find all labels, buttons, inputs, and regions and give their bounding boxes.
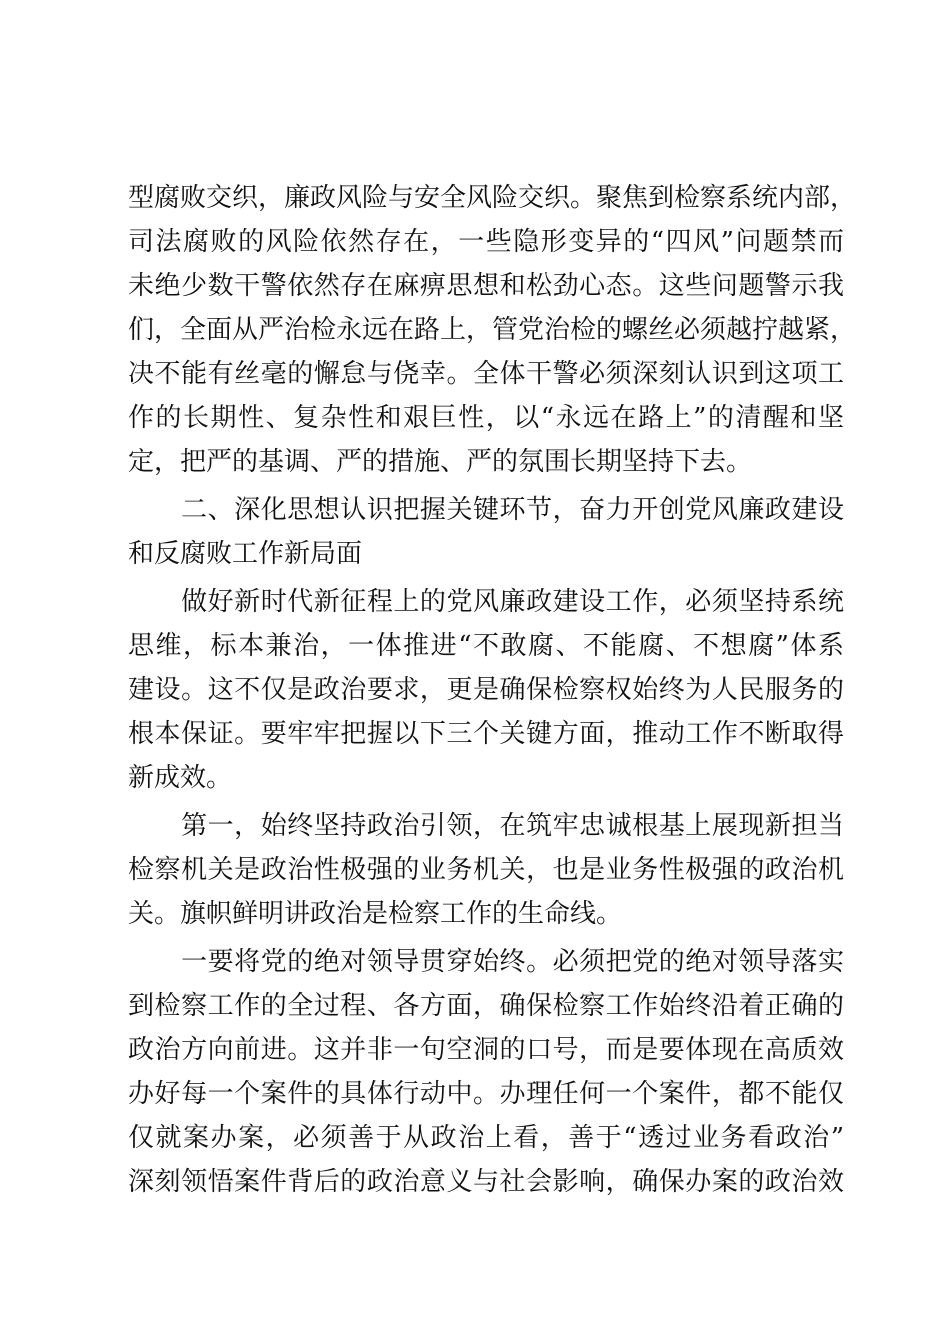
text-line: 一要将党的绝对领导贯穿始终。必须把党的绝对领导落实 [128,947,844,977]
text-line: 根本保证。要牢牢把握以下三个关键方面，推动工作不断取得 [128,719,844,749]
text-line: 政治方向前进。这并非一句空洞的口号，而是要体现在高质效 [128,1035,844,1065]
text-line: 未绝少数干警依然存在麻痹思想和松劲心态。这些问题警示我 [128,271,844,301]
text-line: 型腐败交织，廉政风险与安全风险交织。聚焦到检察系统内部， [128,183,857,213]
text-line: 和反腐败工作新局面 [128,539,363,569]
text-line: 关。旗帜鲜明讲政治是检察工作的生命线。 [128,899,623,929]
text-line: 做好新时代新征程上的党风廉政建设工作，必须坚持系统 [128,587,844,617]
text-line: 定，把严的基调、严的措施、严的氛围长期坚持下去。 [128,447,753,477]
text-line: 们，全面从严治检永远在路上，管党治检的螺丝必须越拧越紧， [128,315,857,345]
text-line: 二、深化思想认识把握关键环节，奋力开创党风廉政建设 [128,495,844,525]
text-line: 办好每一个案件的具体行动中。办理任何一个案件，都不能仅 [128,1079,844,1109]
text-line: 建设。这不仅是政治要求，更是确保检察权始终为人民服务的 [128,675,844,705]
text-line: 司法腐败的风险依然存在，一些隐形变异的“四风”问题禁而 [128,227,844,257]
text-line: 深刻领悟案件背后的政治意义与社会影响，确保办案的政治效 [128,1167,844,1197]
text-line: 仅就案办案，必须善于从政治上看，善于“透过业务看政治” [128,1123,844,1153]
text-line: 第一，始终坚持政治引领，在筑牢忠诚根基上展现新担当 [128,811,844,841]
text-line: 新成效。 [128,763,233,793]
text-line: 思维，标本兼治，一体推进“不敢腐、不能腐、不想腐”体系 [128,631,844,661]
text-line: 决不能有丝毫的懈怠与侥幸。全体干警必须深刻认识到这项工 [128,359,844,389]
text-line: 检察机关是政治性极强的业务机关，也是业务性极强的政治机 [128,855,844,885]
text-line: 作的长期性、复杂性和艰巨性，以“永远在路上”的清醒和坚 [128,403,844,433]
text-line: 到检察工作的全过程、各方面，确保检察工作始终沿着正确的 [128,991,844,1021]
document-body [128,176,857,1204]
